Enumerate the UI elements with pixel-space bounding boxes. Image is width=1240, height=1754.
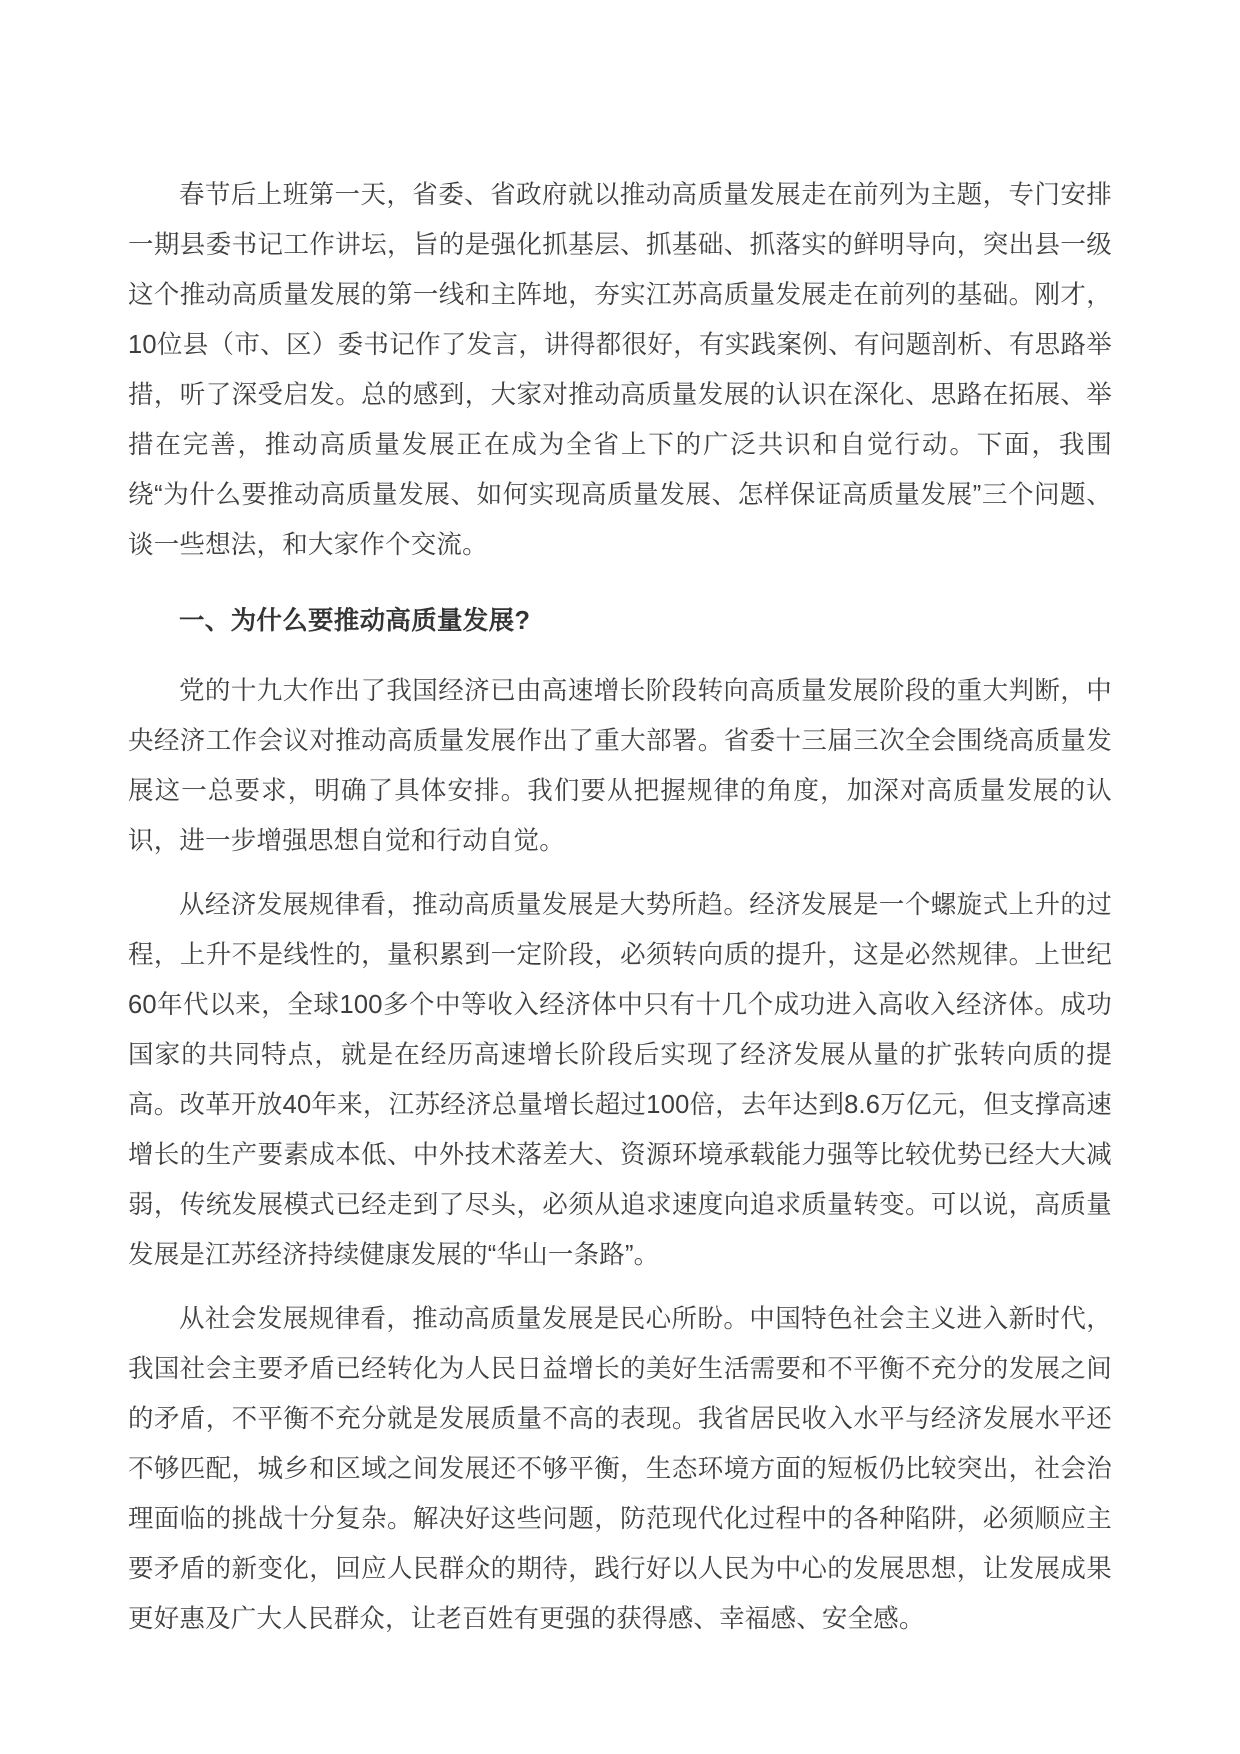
paragraph-social-law: 从社会发展规律看，推动高质量发展是民心所盼。中国特色社会主义进入新时代，我国社会主要矛盾已经转化为人民日益增长的美好生活需要和不平衡不充分的发展之间的矛盾，不平衡不充分就是发展质量不高的表现。我省居民收入水平与经济发展水平还不够匹配，城乡和区域之间发展还不够平衡，生态环境方面的短板仍比较突出，社会治理面临的挑战十分复杂。解决好这些问题，防范现代化过程中的各种陷阱，必须顺应主要矛盾的新变化，回应人民群众的期待，践行好以人民为中心的发展思想，让发展成果更好惠及广大人民群众，让老百姓有更强的获得感、幸福感、安全感。 <box>128 1305 1112 1633</box>
section-heading-one: 一、为什么要推动高质量发展? <box>179 607 531 635</box>
paragraph-economic-law: 从经济发展规律看，推动高质量发展是大势所趋。经济发展是一个螺旋式上升的过程，上升不是线性的，量积累到一定阶段，必须转向质的提升，这是必然规律。上世纪60年代以来，全球100多个中等收入经济体中只有十几个成功进入高收入经济体。成功国家的共同特点，就是在经历高速增长阶段后实现了经济发展从量的扩张转向质的提高。改革开放40年来，江苏经济总量增长超过100倍，去年达到8.6万亿元，但支撑高速增长的生产要素成本低、中外技术落差大、资源环境承载能力强等比较优势已经大大减弱，传统发展模式已经走到了尽头，必须从追求速度向追求质量转变。可以说，高质量发展是江苏经济持续健康发展的“华山一条路”。 <box>128 891 1112 1269</box>
intro-paragraph: 春节后上班第一天，省委、省政府就以推动高质量发展走在前列为主题，专门安排一期县委书记工作讲坛，旨的是强化抓基层、抓基础、抓落实的鲜明导向，突出县一级这个推动高质量发展的第一线和主阵地，夯实江苏高质量发展走在前列的基础。刚才，10位县（市、区）委书记作了发言，讲得都很好，有实践案例、有问题剖析、有思路举措，听了深受启发。总的感到，大家对推动高质量发展的认识在深化、思路在拓展、举措在完善，推动高质量发展正在成为全省上下的广泛共识和自觉行动。下面，我围绕“为什么要推动高质量发展、如何实现高质量发展、怎样保证高质量发展”三个问题、谈一些想法，和大家作个交流。 <box>128 181 1112 559</box>
document-body <box>128 170 1112 1644</box>
paragraph-19th-congress: 党的十九大作出了我国经济已由高速增长阶段转向高质量发展阶段的重大判断，中央经济工作会议对推动高质量发展作出了重大部署。省委十三届三次全会围绕高质量发展这一总要求，明确了具体安排。我们要从把握规律的角度，加深对高质量发展的认识，进一步增强思想自觉和行动自觉。 <box>128 677 1112 855</box>
